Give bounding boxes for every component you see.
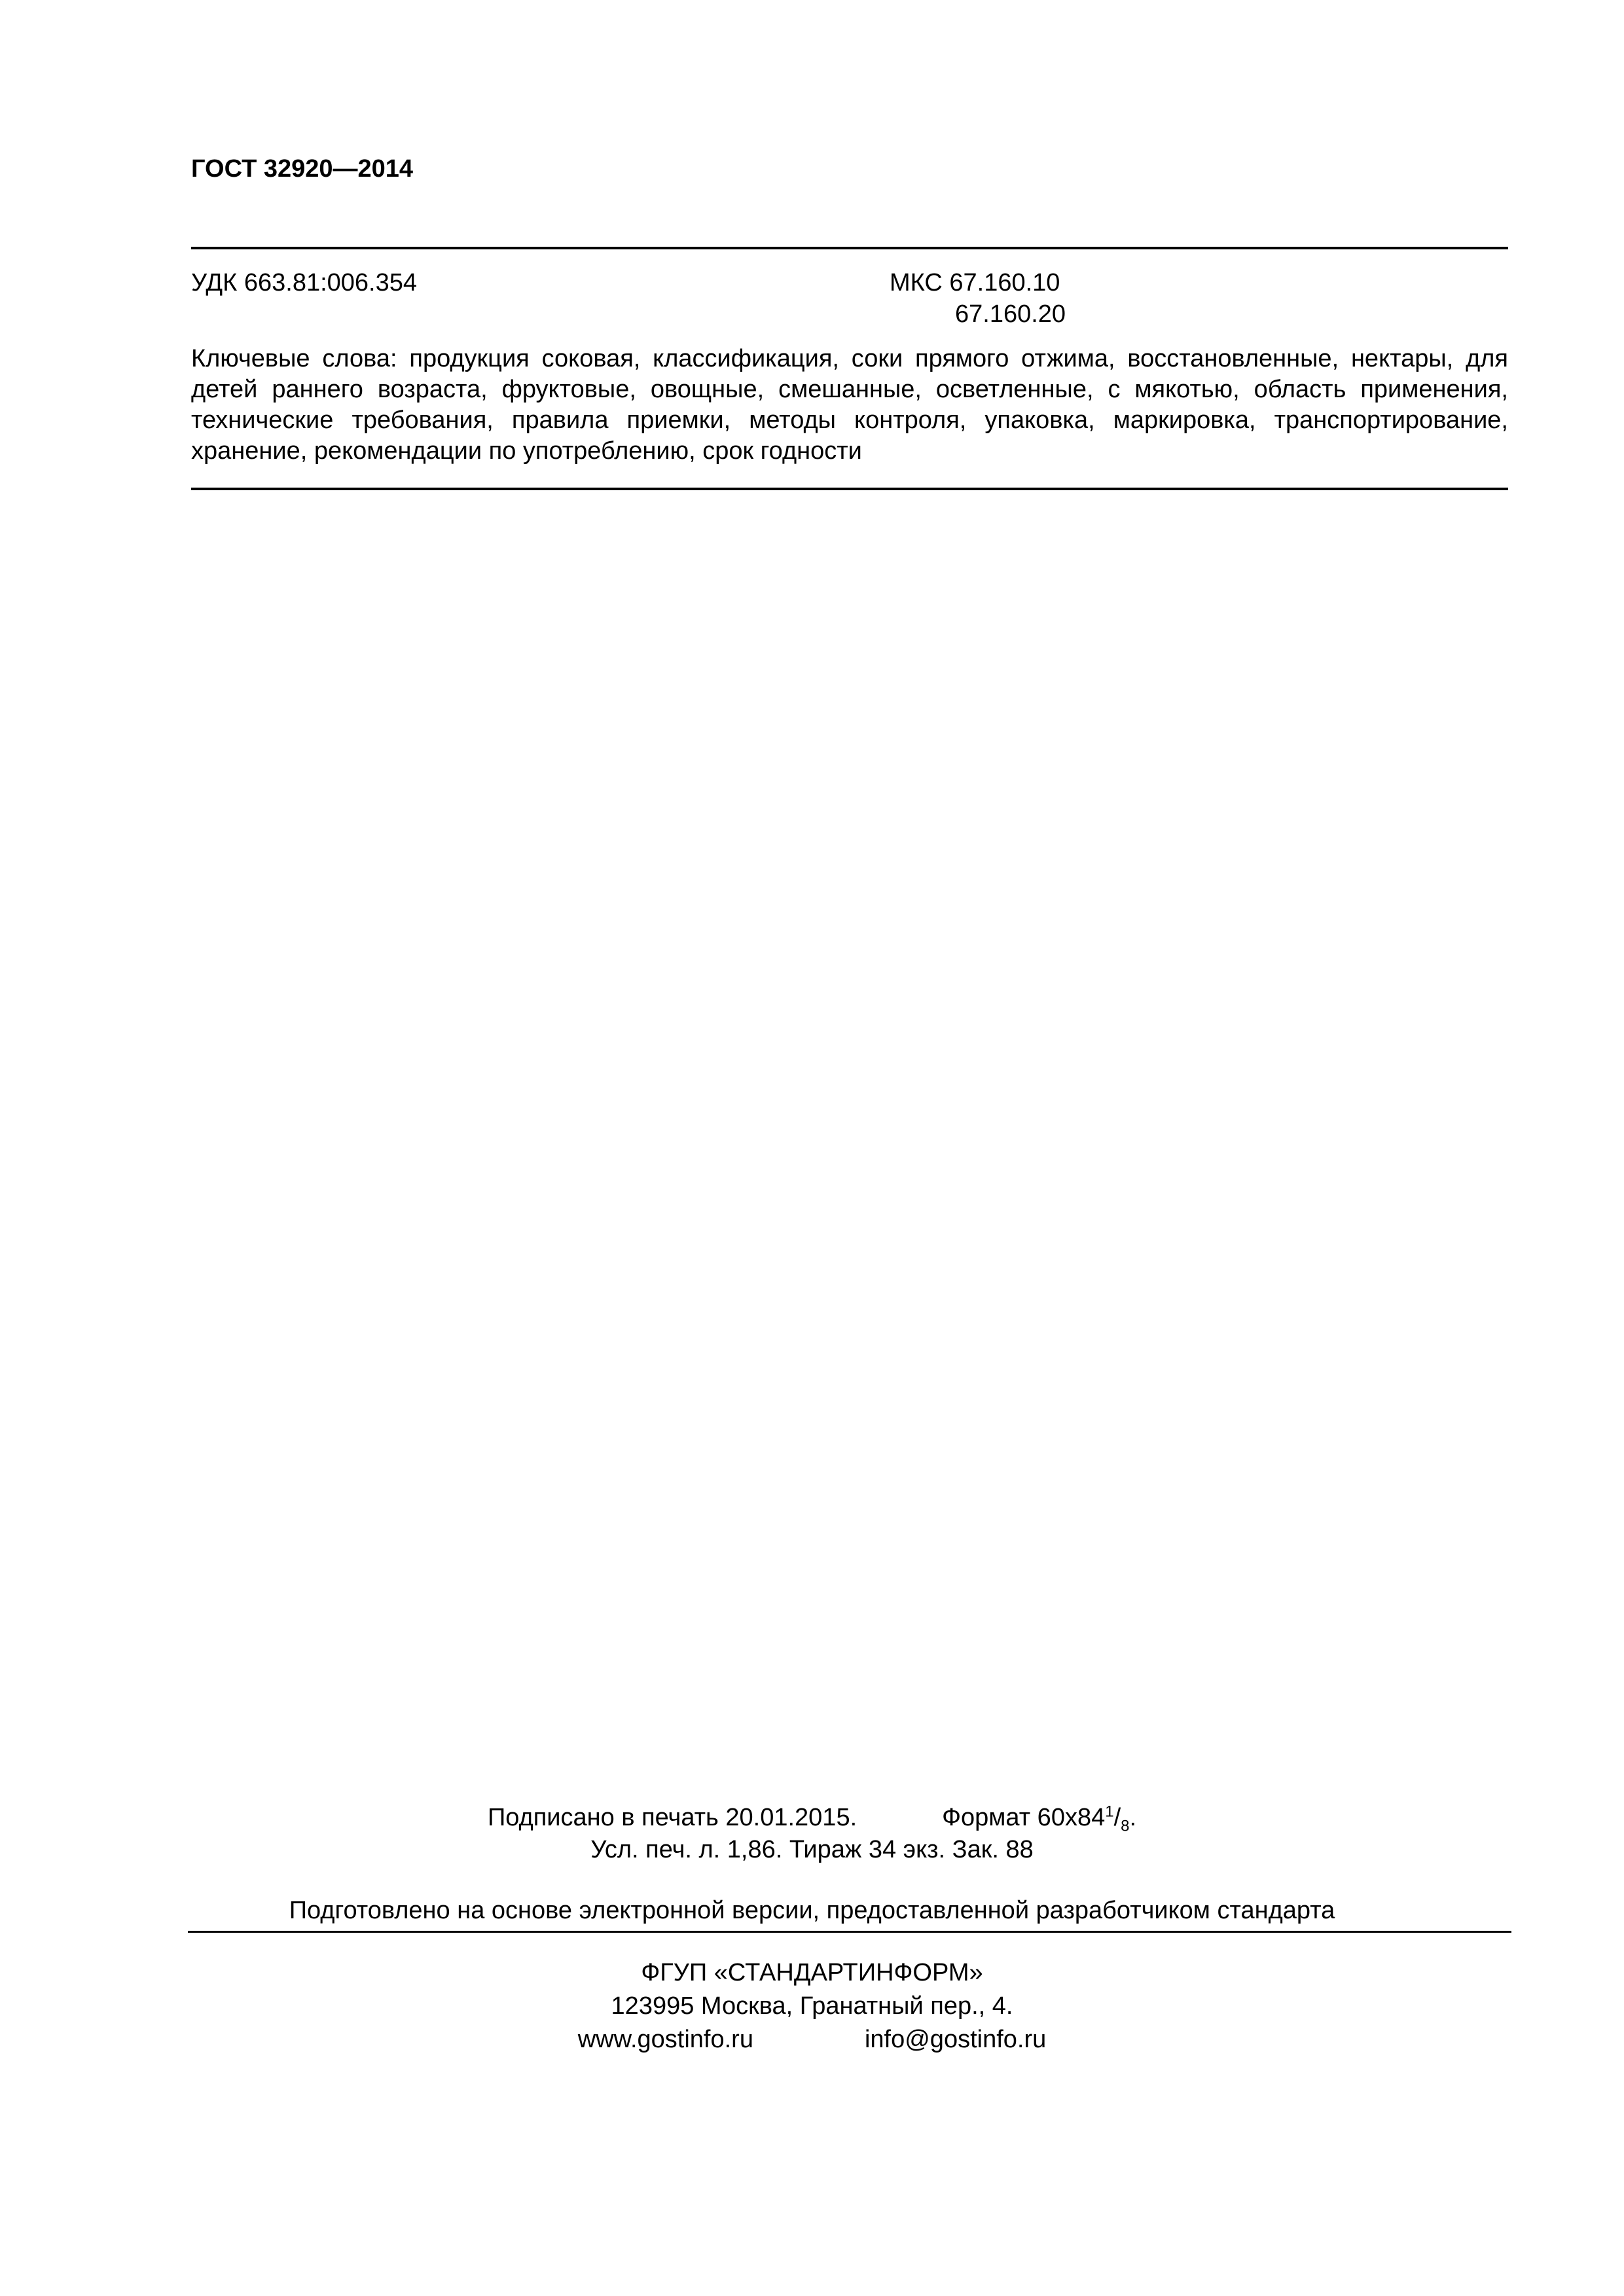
website-link[interactable]: www.gostinfo.ru (577, 2026, 753, 2053)
paper-format-label: Формат 60x84 (942, 1804, 1106, 1831)
publisher-address: 123995 Москва, Гранатный пер., 4. (611, 1992, 1013, 2020)
imprint-divider (188, 1931, 1511, 1933)
signed-date: Подписано в печать 20.01.2015. (487, 1804, 857, 1831)
prepared-note: Подготовлено на основе электронной версии, предоставленной разработчиком стандарта (289, 1897, 1335, 1924)
paper-format-fraction: $^1/_8$ (1105, 1803, 1130, 1835)
paper-format-end: . (1129, 1804, 1137, 1831)
publisher-name: ФГУП «СТАНДАРТИНФОРМ» (641, 1959, 983, 1986)
fraction-denominator: 8 (1121, 1817, 1130, 1835)
print-sheets-line: Усл. печ. л. 1,86. Тираж 34 экз. Зак. 88 (590, 1836, 1034, 1863)
mks-codes (890, 267, 1066, 330)
keywords-paragraph: Ключевые слова: продукция соковая, классификация, соки прямого отжима, восстановленные, нектары, для детей раннего возраста, фруктовые, овощные, смешанные, осветленные, с мякотью, область применения, технические требования, правила приемки, методы контроля, упаковка, маркировка, транспортирование, хранение, рекомендации по употреблению, срок годности (191, 345, 1508, 465)
paper-format (942, 1803, 1137, 1835)
top-divider (191, 247, 1508, 249)
mks-code-primary: МКС 67.160.10 (890, 269, 1060, 296)
mks-code-secondary: 67.160.20 (955, 300, 1066, 328)
email-link[interactable]: info@gostinfo.ru (864, 2026, 1047, 2053)
fraction-numerator: 1 (1105, 1803, 1114, 1821)
publisher-contacts (0, 2024, 1624, 2055)
udk-code: УДК 663.81:006.354 (191, 269, 418, 296)
standard-code: ГОСТ 32920—2014 (191, 155, 414, 183)
keywords-divider (191, 488, 1508, 490)
imprint-signed-line (0, 1802, 1624, 1833)
